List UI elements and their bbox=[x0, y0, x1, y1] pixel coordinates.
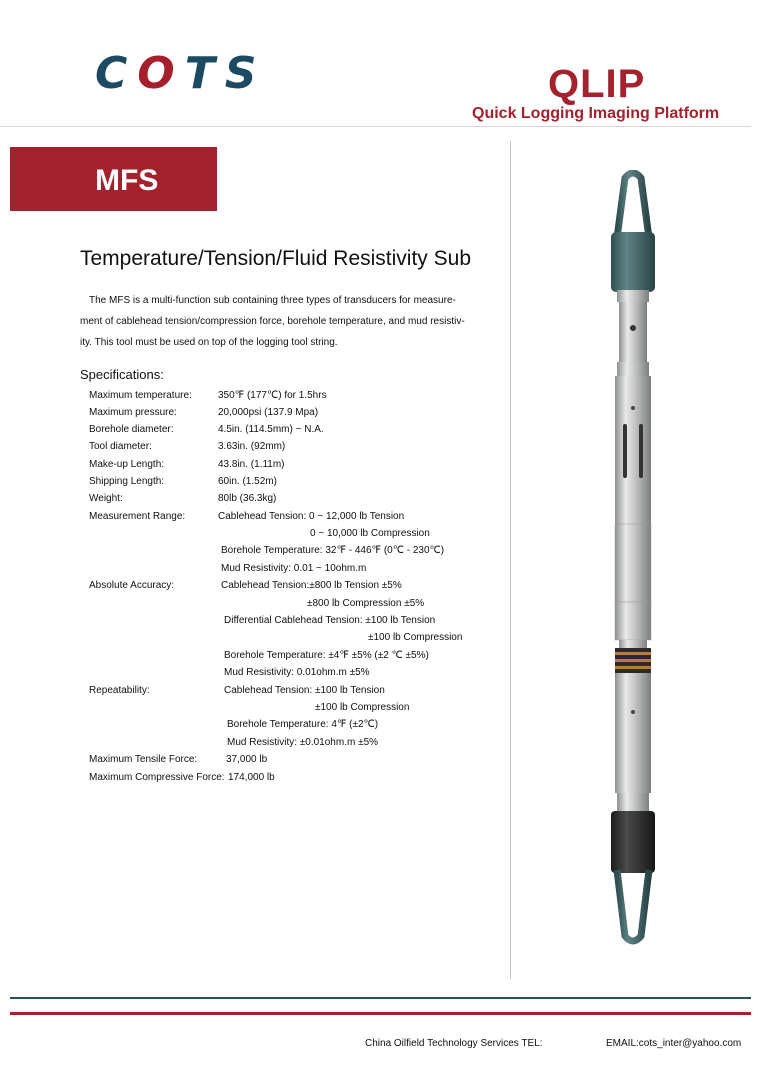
spec-label: Shipping Length: bbox=[89, 476, 165, 487]
product-code: MFS bbox=[95, 164, 159, 197]
spec-value: 4.5in. (114.5mm) ~ N.A. bbox=[218, 424, 324, 435]
spec-label: Absolute Accuracy: bbox=[89, 580, 175, 591]
qlip-subtitle: Quick Logging Imaging Platform bbox=[472, 105, 720, 122]
spec-value: Mud Resistivity: 0.01ohm.m ±5% bbox=[224, 667, 370, 678]
spec-value: 43.8in. (1.11m) bbox=[218, 459, 285, 470]
spec-value: ±100 lb Compression bbox=[368, 632, 463, 643]
spec-value: Borehole Temperature: 32℉ - 446℉ (0℃ - 230℃) bbox=[221, 545, 445, 556]
spec-label: Maximum Compressive Force: bbox=[89, 772, 225, 783]
spec-value: 350℉ (177℃) for 1.5hrs bbox=[218, 390, 327, 401]
spec-value: Mud Resistivity: 0.01 ~ 10ohm.m bbox=[221, 563, 367, 574]
spec-value: ±800 lb Compression ±5% bbox=[307, 598, 425, 609]
spec-label: Weight: bbox=[89, 493, 123, 504]
intro-line: ity. This tool must be used on top of the logging tool string. bbox=[80, 337, 338, 348]
spec-label: Make-up Length: bbox=[89, 459, 165, 470]
spec-value: Cablehead Tension: 0 ~ 12,000 lb Tension bbox=[218, 511, 405, 522]
column-divider bbox=[510, 141, 511, 979]
intro-line: The MFS is a multi-function sub containing three types of transducers for measure- bbox=[89, 295, 456, 306]
spec-label: Maximum pressure: bbox=[89, 407, 177, 418]
footer-email: EMAIL:cots_inter@yahoo.com bbox=[606, 1038, 742, 1049]
spec-value: 20,000psi (137.9 Mpa) bbox=[218, 407, 319, 418]
spec-label: Borehole diameter: bbox=[89, 424, 174, 435]
spec-value: Mud Resistivity: ±0.01ohm.m ±5% bbox=[227, 737, 379, 748]
spec-value: Borehole Temperature: ±4℉ ±5% (±2 ℃ ±5%) bbox=[224, 650, 429, 661]
spec-label: Repeatability: bbox=[89, 685, 150, 696]
spec-value: 60in. (1.52m) bbox=[218, 476, 277, 487]
footer-company: China Oilfield Technology Services TEL: bbox=[365, 1038, 543, 1049]
spec-label: Maximum temperature: bbox=[89, 390, 192, 401]
spec-label: Measurement Range: bbox=[89, 511, 186, 522]
qlip-brand: QLIP bbox=[548, 62, 646, 106]
spec-value: 3.63in. (92mm) bbox=[218, 441, 286, 452]
header-divider bbox=[0, 126, 751, 127]
footer-rule-blue bbox=[10, 997, 751, 999]
cots-logo: COTS bbox=[95, 48, 267, 99]
spec-value: ±100 lb Compression bbox=[315, 702, 410, 713]
spec-label: Maximum Tensile Force: bbox=[89, 754, 198, 765]
spec-label: Tool diameter: bbox=[89, 441, 152, 452]
mfs-tool-image bbox=[595, 170, 675, 945]
footer-rule-red bbox=[10, 1012, 751, 1015]
intro-paragraph bbox=[80, 290, 480, 353]
spec-value: 80lb (36.3kg) bbox=[218, 493, 277, 504]
spec-value: Borehole Temperature: 4℉ (±2℃) bbox=[227, 719, 379, 730]
spec-value: Cablehead Tension:±800 lb Tension ±5% bbox=[221, 580, 402, 591]
specs-heading: Specifications: bbox=[80, 367, 164, 382]
spec-value: 37,000 lb bbox=[226, 754, 268, 765]
page-title: Temperature/Tension/Fluid Resistivity Sub bbox=[80, 247, 472, 270]
spec-value: Differential Cablehead Tension: ±100 lb Tension bbox=[224, 615, 436, 626]
spec-value: 0 ~ 10,000 lb Compression bbox=[310, 528, 430, 539]
intro-line: ment of cablehead tension/compression force, borehole temperature, and mud resistiv- bbox=[80, 316, 465, 327]
spec-value: Cablehead Tension: ±100 lb Tension bbox=[224, 685, 385, 696]
spec-value: 174,000 lb bbox=[228, 772, 275, 783]
